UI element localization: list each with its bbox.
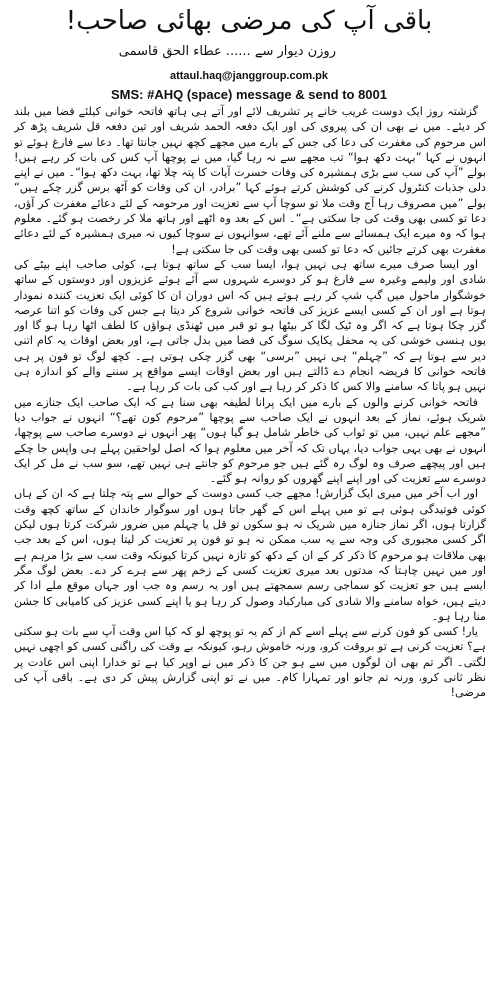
paragraph: گزشتہ روز ایک دوست غریب خانے پر تشریف لائے اور آتے ہی ہاتھ فاتحہ خوانی کیلئے فضا میں بلند کر دیئے۔ میں نے بھی ان کی پیروی کی اور ایک دفعہ الحمد شریف اور تین دفعہ قل شریف پڑھ کر اس مرحوم کی مغفرت کی دعا کی جس کے بارے میں مجھے کچھ نہیں جانتا تھا۔ دعا سے فارغ ہوئے تو انہوں نے کہا ”بہت دکھ ہوا“ تب مجھے سے نہ رہا گیا، میں نے پوچھا آپ کس کی بات کر رہے ہیں! بولے ”آپ کی سب سے بڑی ہمشیرہ کی وفات حسرت آیات کا پتہ چلا تھا، بہت دکھ ہوا“۔ میں نے اپنے دلی جذبات کنٹرول کرنے کی کوشش کرتے ہوئے کہا ”برادر، ان کی وفات کو آٹھ برس گزر چکے ہیں“ بولے ”میں مصروف رہا آج وقت ملا تو سوچا آپ سے تعزیت اور مرحومہ کے لئے دعائے مغفرت کر آؤں، دعا تو کسی بھی وقت کی جا سکتی ہے“۔ اس کے بعد وہ اٹھے اور ہاتھ ملا کر رخصت ہو گئے۔ معلوم ہوا کہ وہ میرے ایک ہمسائے سے ملنے آئے تھے، سوانہوں نے سوچا کیوں نہ میری ہمشیرہ کے لئے دعائے مغفرت بھی کرتے جائیں کہ دعا تو کسی بھی وقت کی جا سکتی ہے! [14,105,486,256]
paragraph: یار! کسی کو فون کرنے سے پہلے اسے کم از کم یہ تو پوچھ لو کہ کیا اس وقت آپ سے بات ہو سکتی ہے؟ تعزیت کرنی ہے تو بروقت کرو، ورنہ خاموش رہو، کیونکہ بے وقت کی راگنی کسی کو اچھی نہیں لگتی۔ اگر تم بھی ان لوگوں میں سے ہو جن کا ذکر میں نے اوپر کیا ہے تو خدارا اپنی اس عادت پر نظر ثانی کرو، ورنہ تم جانو اور تمہارا کام۔ میں نے تو اپنی گزارش پیش کر دی ہے۔ باقی آپ کی مرضی! [14,625,486,700]
author-email: attaul.haq@janggroup.com.pk [169,70,328,82]
column-body [14,104,486,984]
paragraph: فاتحہ خوانی کرنے والوں کے بارے میں ایک پرانا لطیفہ بھی سنا ہے کہ ایک صاحب ایک جنازے میں شریک ہوئے، نماز کے بعد انہوں نے ایک صاحب سے پوچھا ”مرحوم کون تھے؟“ انہوں نے جواب دیا ”مجھے علم نہیں، میں تو ثواب کی خاطر شامل ہو گیا ہوں“ پھر انہوں نے دوسرے صاحب سے پوچھا، انہوں نے بھی یہی جواب دیا، یہاں تک کہ آخر میں معلوم ہوا کہ اصل لواحقین پہلے ہی واپس جا چکے ہیں اور پیچھے صرف وہ لوگ رہ گئے ہیں جو مرحوم کو جانتے ہی نہیں تھے، سو سب نے مل کر ایک دوسرے سے تعزیت کی اور اپنے اپنے گھروں کو روانہ ہو گئے۔ [14,395,486,486]
sms-feedback-line: SMS: #AHQ (space) message & send to 8001 [111,87,387,102]
paragraph: اور اب آخر میں میری ایک گزارش! مجھے جب کسی دوست کے حوالے سے پتہ چلتا ہے کہ ان کے ہاں کوئی فوتیدگی ہوئی ہے تو میں پہلے اس کے گھر جاتا ہوں اور سوگوار خاندان کے ساتھ کچھ وقت گزارتا ہوں، اگر نماز جنازہ میں شریک نہ ہو سکوں تو قل یا چہلم میں ضرور شرکت کرتا ہوں لیکن اگر کسی مجبوری کی وجہ سے یہ سب ممکن نہ ہو تو فون پر تعزیت کر لیتا ہوں، اس کے بعد جب بھی ملاقات ہو مرحوم کا ذکر کر کے ان کے دکھ کو تازہ نہیں کرتا کیونکہ وقت سب سے بڑا مرہم ہے اور میں نہیں چاہتا کہ مدتوں بعد میری تعزیت کسی کے زخم پھر سے ہرے کر دے۔ بعض لوگ مگر ایسے ہیں جو تعزیت کو سماجی رسم سمجھتے ہیں اور یہ رسم وہ جب اور جہاں موقع ملے ادا کر دیتے ہیں، خواہ سامنے والا شادی کی مبارکباد وصول کر رہا ہو یا اپنے کسی عزیز کی کامیابی کا جشن منا رہا ہو۔ [14,487,486,623]
paragraph: اور ایسا صرف میرے ساتھ ہی نہیں ہوا، ایسا سب کے ساتھ ہوتا ہے، کوئی صاحب اپنے بیٹے کی شادی اور ولیمے وغیرہ سے فارغ ہو کر دوسرے شہروں سے آئے ہوئے عزیزوں اور دوستوں کے ساتھ خوشگوار ماحول میں گپ شپ کر رہے ہوتے ہیں کہ اس دوران ان کا کوئی ایک تعزیت کنندہ نمودار ہوتا ہے اور ان کے کسی ایسے عزیز کی فاتحہ خوانی شروع کر دیتا ہے جس کی وفات کو اتنا عرصہ گزر چکا ہوتا ہے کہ اگر وہ ٹیک لگا کر بیٹھا ہو تو قبر میں ٹھنڈی ہواؤں کا لطف اٹھا رہا ہو گا اور یوں ہنسی خوشی کی یہ محفل یکایک سوگ کی فضا میں بدل جاتی ہے، اور بعض اوقات یہ کام اتنی دیر سے ہوتا ہے کہ ”چہلم“ ہی نہیں ”برسی“ بھی گزر چکی ہوتی ہے۔ کچھ لوگ تو فون پر ہی فاتحہ خوانی کا فریضہ انجام دے ڈالتے ہیں اور بعض اوقات ایسے مواقع پر سننے والے کو اندازہ ہی نہیں ہو پاتا کہ سامنے والا کس کا ذکر کر رہا ہے اور کب کی بات کر رہا ہے۔ [14,257,486,394]
byline: روزن دیوار سے ...... عطاء الحق قاسمی [118,44,336,59]
column-title: باقی آپ کی مرضی بھائی صاحب! [65,6,433,36]
